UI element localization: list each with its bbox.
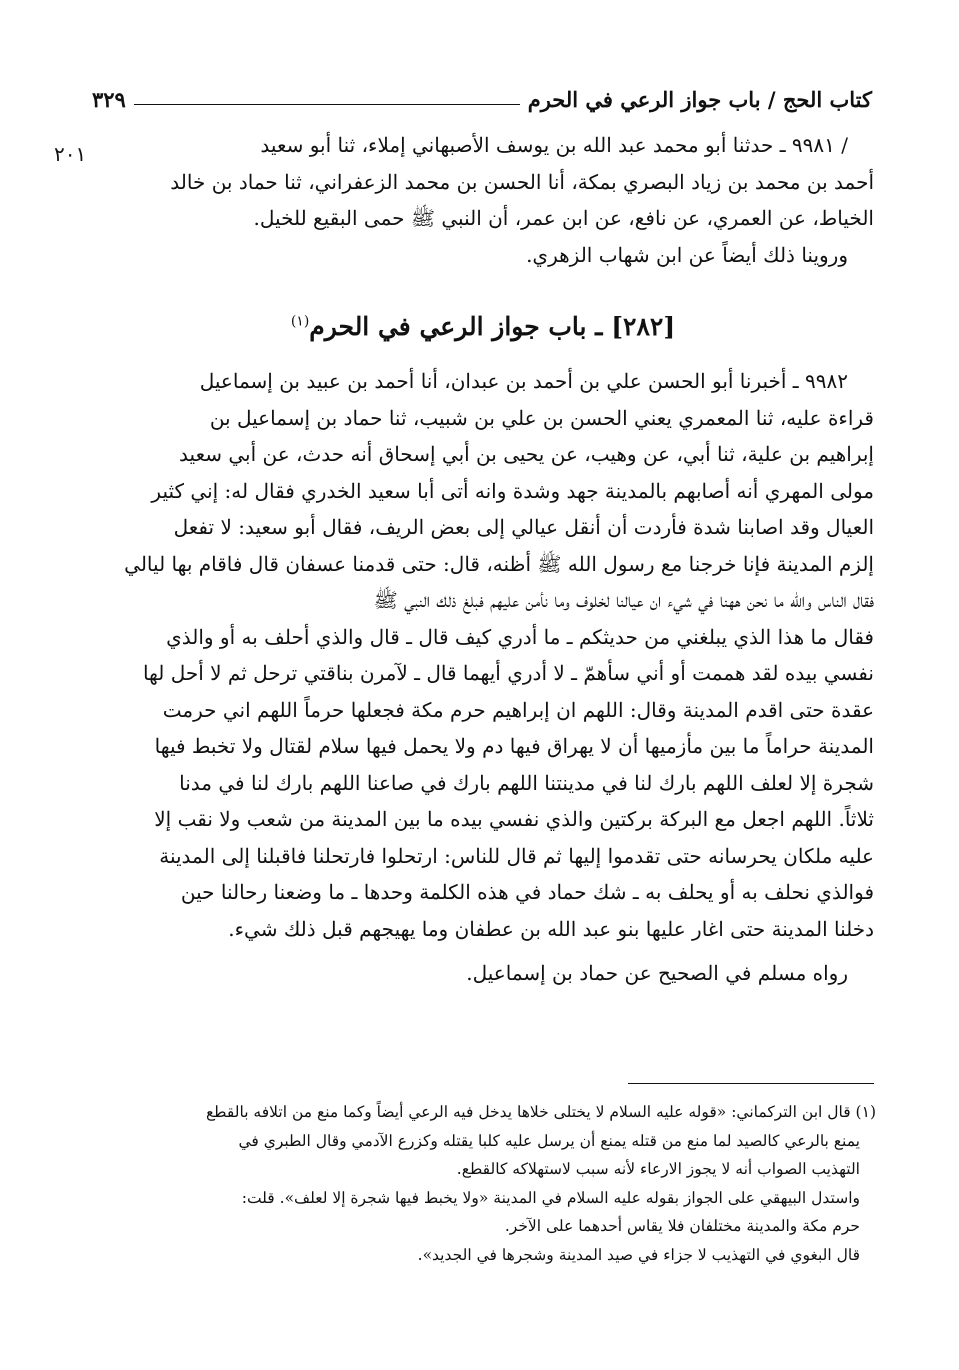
page-number: ٣٢٩ (92, 87, 126, 112)
text-line: فقال ما هذا الذي يبلغني من حديثكم ـ ما أدري كيف قال ـ قال والذي أحلف به أو والذي (166, 624, 874, 649)
footnotes (92, 1098, 876, 1269)
text-line: / ٩٩٨١ ـ حدثنا أبو محمد عبد الله بن يوسف الأصبهاني إملاء، ثنا أبو سعيد (260, 133, 848, 157)
text-line: أحمد بن محمد بن زياد البصري بمكة، أنا الحسن بن محمد الزعفراني، ثنا حماد بن خالد (170, 169, 874, 194)
running-header (92, 76, 872, 112)
footnote-line: واستدل البيهقي على الجواز بقوله عليه السلام في المدينة «ولا يخبط فيها شجرة إلا لعلف». قلت: (241, 1188, 860, 1207)
text-line: دخلنا المدينة حتى اغار عليها بنو عبد الله بن عطفان وما يهيجهم قبل ذلك شيء. (228, 916, 874, 941)
text-line: نفسي بيده لقد هممت أو أني سأهمّ ـ لا أدري أيهما قال ـ لآمرن بناقتي ترحل ثم لا أحل لها (142, 661, 874, 685)
text-line: الخياط، عن العمري، عن نافع، عن ابن عمر، أن النبي ﷺ حمى البقيع للخيل. (253, 206, 874, 230)
text-line: قراءة عليه، ثنا المعمري يعني الحسن بن علي بن شبيب، ثنا حماد بن إسماعيل بن (209, 405, 874, 430)
text-line: وروينا ذلك أيضاً عن ابن شهاب الزهري. (526, 242, 848, 267)
text-line: فوالذي نحلف به أو يحلف به ـ شك حماد في هذه الكلمة وحدها ـ ما وضعنا رحالنا حين (180, 880, 874, 904)
footnote-line: يمنع بالرعي كالصيد لما منع من قتله يمنع أن يرسل عليه كلبا يقتله وكزرع الآدمي وقال الطبري في (238, 1131, 860, 1150)
text-line: عقدة حتى اقدم المدينة وقال: اللهم ان إبراهيم حرم مكة فجعلها حرماً اللهم اني حرمت (162, 697, 874, 722)
footnote-line: حرم مكة والمدينة مختلفان فلا يقاس أحدهما على الآخر. (504, 1217, 860, 1235)
footnote-ref: (١) (290, 313, 310, 330)
footnote-line: التهذيب الصواب أنه لا يجوز الارعاء لأنه سبب لاستهلاكه كالقطع. (456, 1160, 860, 1178)
text-line: عليه ملكان يحرسانه حتى تقدموا إليها ثم قال للناس: ارتحلوا فارتحلنا فاقبلنا إلى المدينة (159, 843, 874, 868)
footnote-line: قال البغوي في التهذيب لا جزاء في صيد المدينة وشجرها في الجديد». (417, 1245, 860, 1264)
closing-line: رواه مسلم في الصحيح عن حماد بن إسماعيل. (466, 961, 848, 985)
text-line: ثلاثاً. اللهم اجعل مع البركة بركتين والذي نفسي بيده ما بين المدينة من شعب ولا نقب إلا (154, 807, 874, 831)
paragraph-hadith-9982 (92, 363, 874, 992)
text-line: العيال وقد اصابنا شدة فأردت أن أنقل عيالي إلى بعض الريف، فقال أبو سعيد: لا تفعل (173, 515, 874, 539)
margin-page-reference: ٢٠١ (54, 142, 87, 166)
text-line: إبراهيم بن علية، ثنا أبي، عن وهيب، عن يحيى بن أبي إسحاق أنه حدث، عن أبي سعيد (179, 442, 874, 466)
chapter-heading-text: [٢٨٢] ـ باب جواز الرعي في الحرم (309, 312, 676, 341)
text-line: ٩٩٨٢ ـ أخبرنا أبو الحسن علي بن أحمد بن عبدان، أنا أحمد بن عبيد بن إسماعيل (199, 369, 848, 393)
chapter-heading (92, 312, 874, 341)
footnote-line: (١) قال ابن التركماني: «قوله عليه السلام لا يختلى خلاها يدخل فيه الرعي أيضاً وكما منع من اتلافه بالقطع (205, 1103, 876, 1121)
text-line: مولى المهري أنه أصابهم بالمدينة جهد وشدة وانه أتى أبا سعيد الخدري فقال له: إني كثير (151, 478, 874, 503)
running-title: كتاب الحج / باب جواز الرعي في الحرم (527, 87, 872, 112)
header-rule (134, 104, 520, 105)
footnote-divider (628, 1083, 874, 1084)
text-line: فقال الناس والله ما نحن ههنا في شيء ان عيالنا لخلوف وما نأمن عليهم فبلغ ذلك النبي ﷺ (373, 588, 874, 612)
paragraph-hadith-9981 (92, 127, 874, 273)
text-line: المدينة حراماً ما بين مأزميها أن لا يهراق فيها دم ولا يحمل فيها سلام لقتال ولا تخبط فيها (154, 734, 874, 758)
text-line: شجرة إلا لعلف اللهم بارك لنا في مدينتنا اللهم بارك في صاعنا اللهم بارك لنا في مدنا (179, 770, 874, 795)
text-line: إلزم المدينة فإنا خرجنا مع رسول الله ﷺ أظنه، قال: حتى قدمنا عسفان قال فاقام بها ليالي (124, 551, 874, 576)
